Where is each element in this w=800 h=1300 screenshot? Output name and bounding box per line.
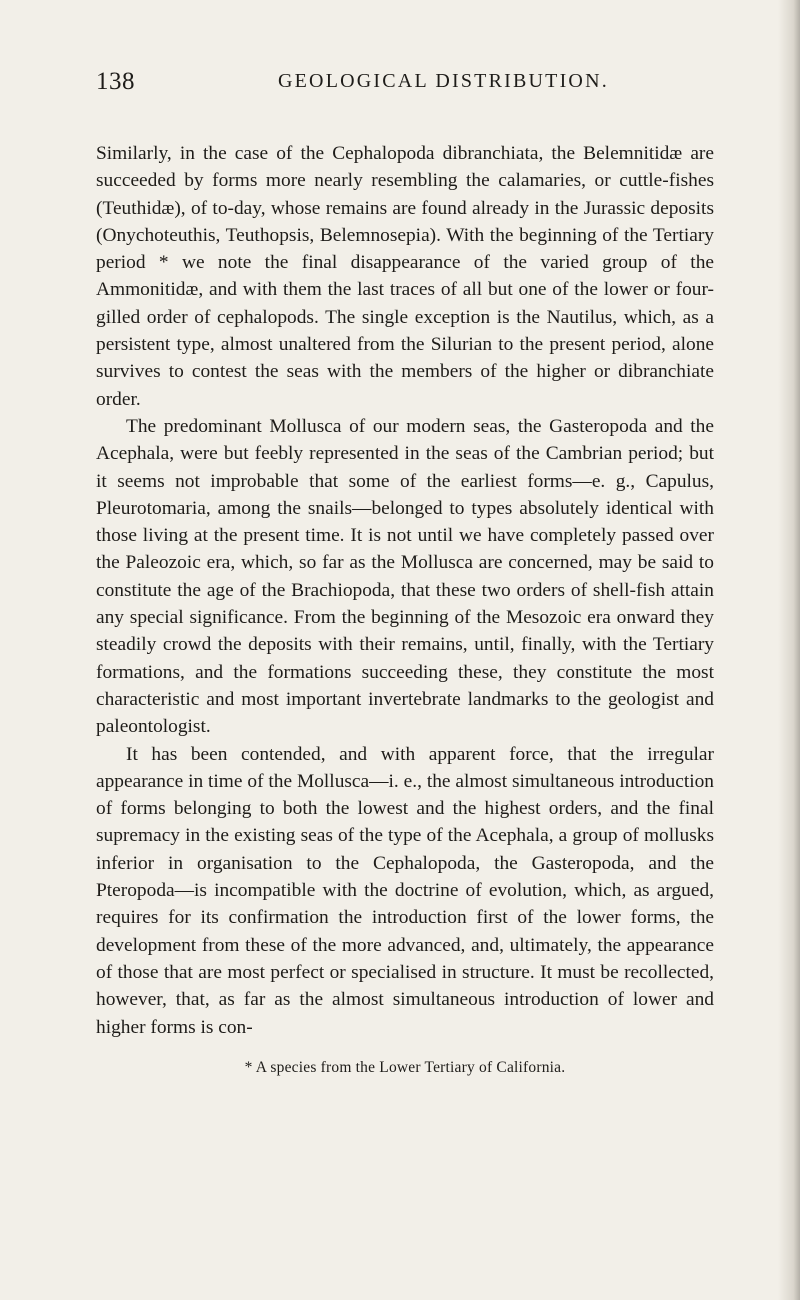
page-edge-shadow: [778, 0, 800, 1300]
page-number: 138: [96, 68, 135, 95]
paragraph-1: Similarly, in the case of the Cephalopoda dibranchiata, the Belemnitidæ are succeeded by forms more nearly resembling the calamaries, or cuttle-fishes (Teuthidæ), of to-day, whose remains are found already in the Jurassic deposits (Onychoteuthis, Teuthopsis, Belemnosepia). With the beginning of the Tertiary period * we note the final disappearance of the varied group of the Ammonitidæ, and with them the last traces of all but one of the lower or four-gilled order of cephalopods. The single exception is the Nautilus, which, as a persistent type, almost unaltered from the Silurian to the present period, alone survives to contest the seas with the members of the higher or dibranchiate order.: [96, 143, 714, 410]
paragraph-2: The predominant Mollusca of our modern seas, the Gasteropoda and the Acephala, were but feebly represented in the seas of the Cambrian period; but it seems not improbable that some of the earliest forms—e. g., Capulus, Pleurotomaria, among the snails—belonged to types absolutely identical with those living at the present time. It is not until we have completely passed over the Paleozoic era, which, so far as the Mollusca are concerned, may be said to constitute the age of the Brachiopoda, that these two orders of shell-fish attain any special significance. From the beginning of the Mesozoic era onward they steadily crowd the deposits with their remains, until, finally, with the Tertiary formations, and the formations succeeding these, they constitute the most characteristic and most important invertebrate landmarks to the geologist and paleontologist.: [96, 415, 714, 738]
paragraph-3: It has been contended, and with apparent force, that the irregular appearance in time of the Mollusca—i. e., the almost simultaneous introduction of forms belonging to both the lowest and the highest orders, and the final supremacy in the existing seas of the type of the Acephala, a group of mollusks inferior in organisation to the Cephalopoda, the Gasteropoda, and the Pteropoda—is incompatible with the doctrine of evolution, which, as argued, requires for its confirmation the introduction first of the lower forms, the development from these of the more advanced, and, ultimately, the appearance of those that are most perfect or specialised in structure. It must be recollected, however, that, as far as the almost simultaneous introduction of lower and higher forms is con-: [96, 743, 714, 1038]
running-head: GEOLOGICAL DISTRIBUTION.: [278, 70, 609, 92]
body-text: [96, 140, 714, 1041]
footnote: * A species from the Lower Tertiary of California.: [244, 1059, 566, 1076]
page-header: [96, 64, 714, 104]
